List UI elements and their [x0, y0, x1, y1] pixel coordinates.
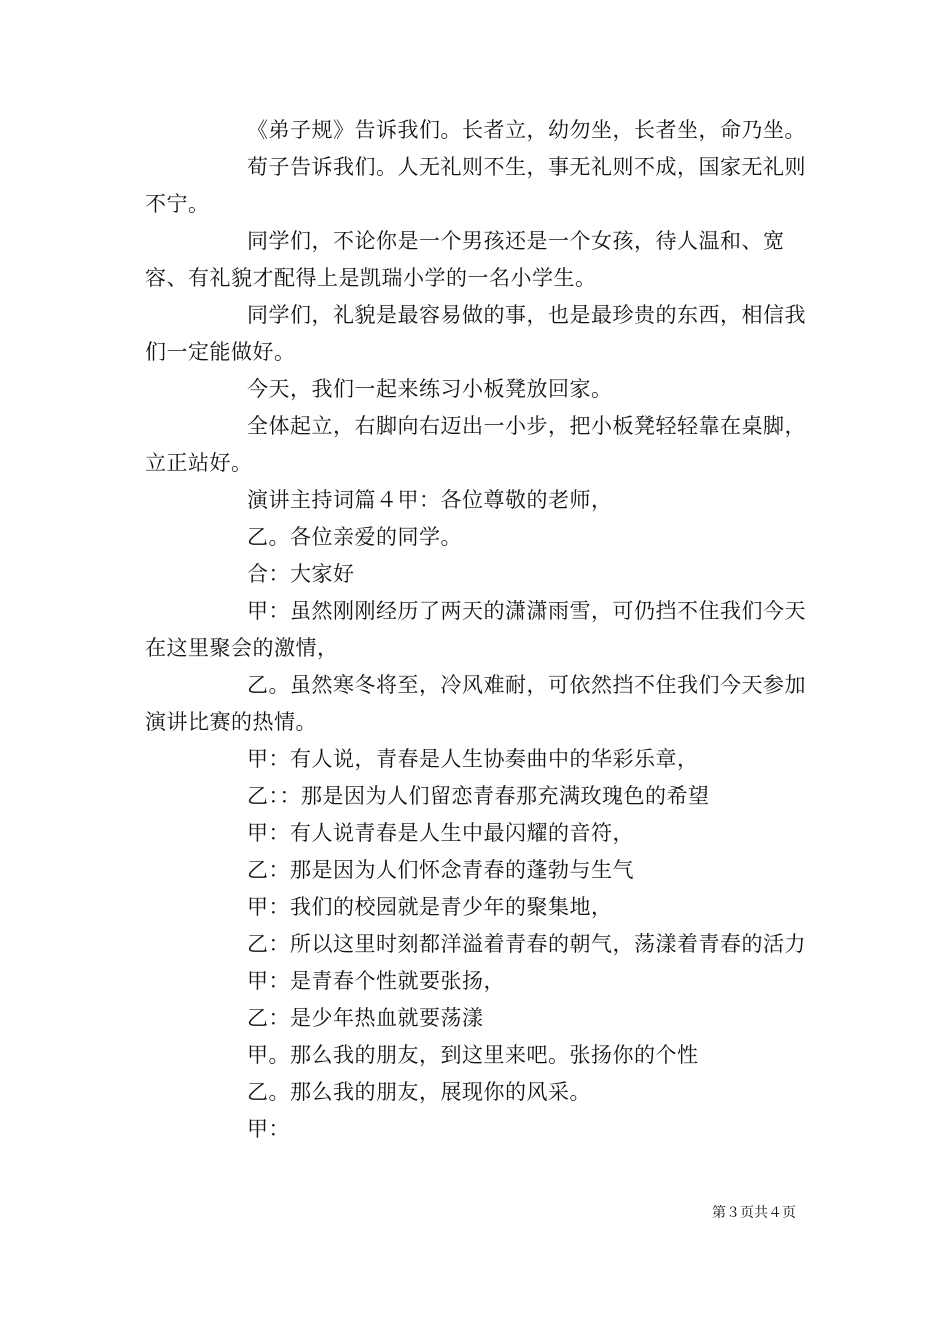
- paragraph: 乙：所以这里时刻都洋溢着青春的朝气，荡漾着青春的活力: [247, 932, 806, 956]
- paragraph: 今天，我们一起来练习小板凳放回家。: [247, 377, 613, 401]
- page-number: 第３页共４页: [712, 1205, 796, 1221]
- paragraph: 演讲主持词篇４甲：各位尊敬的老师，: [247, 488, 613, 512]
- paragraph: 甲：有人说青春是人生中最闪耀的音符，: [247, 821, 634, 845]
- paragraph: 甲：有人说，青春是人生协奏曲中的华彩乐章，: [247, 747, 699, 771]
- paragraph: 乙。各位亲爱的同学。: [247, 525, 462, 549]
- paragraph: 乙：那是因为人们怀念青春的蓬勃与生气: [247, 858, 634, 882]
- paragraph: 同学们，不论你是一个男孩还是一个女孩，待人温和、宽容、有礼貌才配得上是凯瑞小学的一名小学生。: [145, 229, 785, 290]
- document-body: [145, 112, 810, 1148]
- paragraph: 合：大家好: [247, 562, 355, 586]
- paragraph: 甲：虽然刚刚经历了两天的潇潇雨雪，可仍挡不住我们今天在这里聚会的激情，: [145, 599, 806, 660]
- paragraph: 甲。那么我的朋友，到这里来吧。张扬你的个性: [247, 1043, 699, 1067]
- paragraph: 荀子告诉我们。人无礼则不生，事无礼则不成，国家无礼则不宁。: [145, 155, 806, 216]
- paragraph: 《弟子规》告诉我们。长者立，幼勿坐，长者坐，命乃坐。: [247, 118, 806, 142]
- paragraph: 甲：是青春个性就要张扬，: [247, 969, 505, 993]
- paragraph: 乙：是少年热血就要荡漾: [247, 1006, 484, 1030]
- paragraph: 同学们，礼貌是最容易做的事，也是最珍贵的东西，相信我们一定能做好。: [145, 303, 806, 364]
- paragraph: 甲：我们的校园就是青少年的聚集地，: [247, 895, 613, 919]
- paragraph: 乙。那么我的朋友，展现你的风采。: [247, 1080, 591, 1104]
- paragraph: 全体起立，右脚向右迈出一小步，把小板凳轻轻靠在桌脚，立正站好。: [145, 414, 806, 475]
- paragraph: 甲：: [247, 1117, 290, 1141]
- paragraph: 乙。虽然寒冬将至，冷风难耐，可依然挡不住我们今天参加演讲比赛的热情。: [145, 673, 806, 734]
- paragraph: 乙：：那是因为人们留恋青春那充满玫瑰色的希望: [247, 784, 710, 808]
